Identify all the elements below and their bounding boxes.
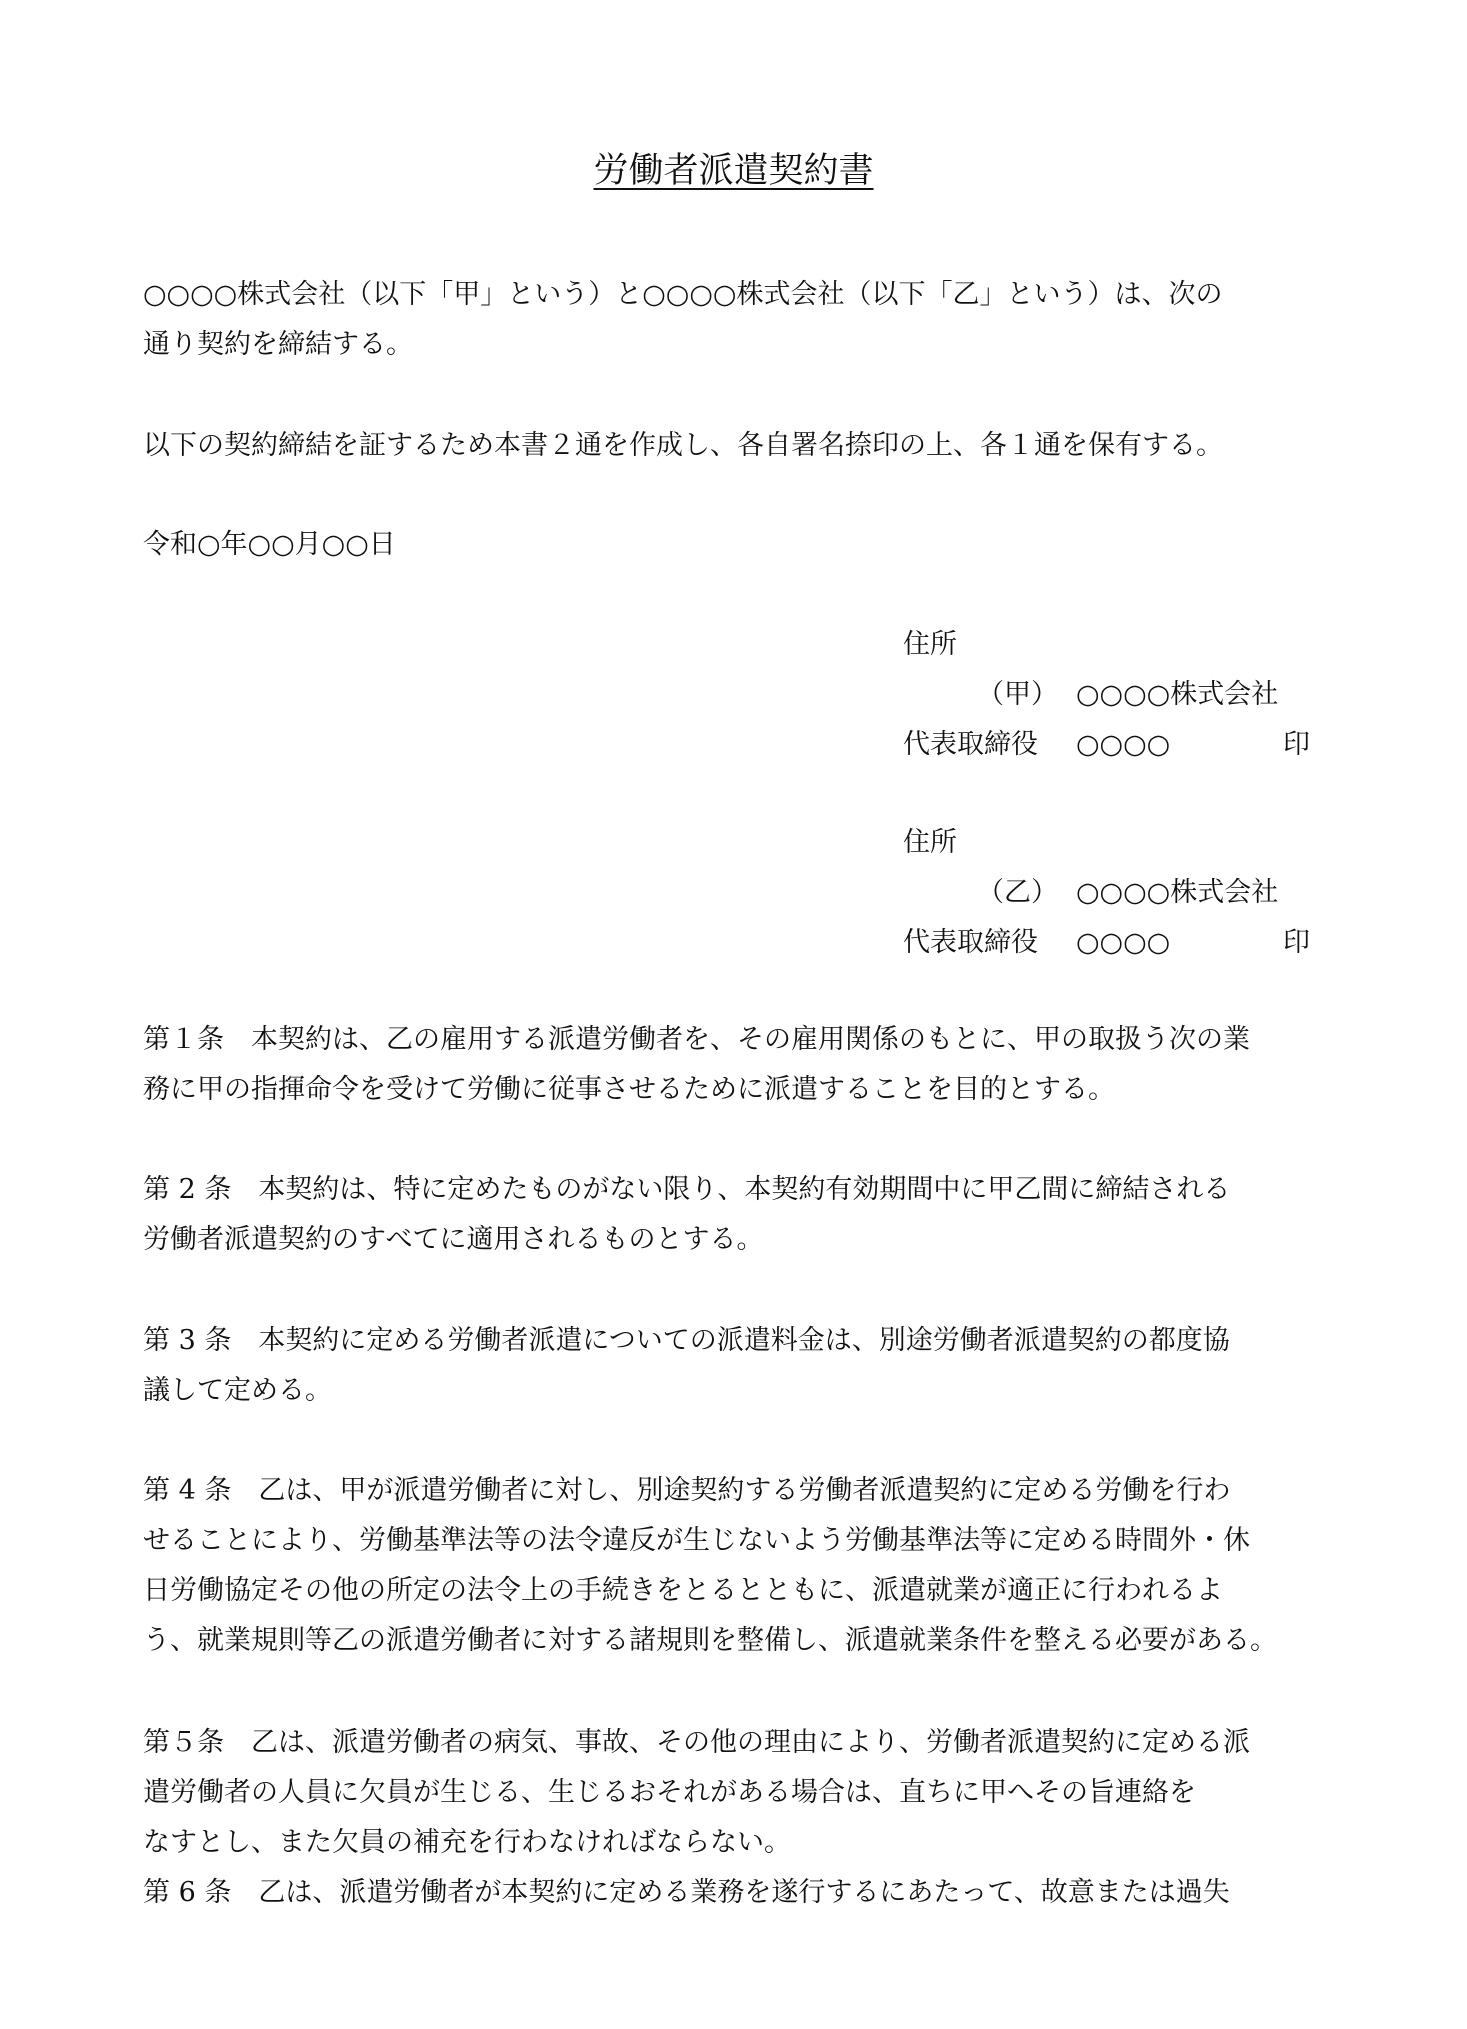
article-line: 第５条 乙は、派遣労働者の病気、事故、その他の理由により、労働者派遣契約に定める派 xyxy=(143,1727,1250,1758)
article-line: う、就業規則等乙の派遣労働者に対する諸規則を整備し、派遣就業条件を整える必要がある。 xyxy=(143,1625,1277,1656)
company-row xyxy=(903,868,1323,918)
address-label: 住所 xyxy=(903,629,957,660)
article-line: 議して定める。 xyxy=(143,1375,332,1406)
article-2 xyxy=(143,1165,1333,1265)
intro-paragraph xyxy=(143,270,1333,370)
article-line: なすとし、また欠員の補充を行わなければならない。 xyxy=(143,1827,791,1858)
article-4 xyxy=(143,1466,1333,1666)
intro-line: 通り契約を締結する。 xyxy=(143,329,413,360)
company-row xyxy=(903,670,1323,720)
article-line: 日労働協定その他の所定の法令上の手続きをとるとともに、派遣就業が適正に行われるよ xyxy=(143,1575,1223,1606)
article-line: 第 6 条 乙は、派遣労働者が本契約に定める業務を遂行するにあたって、故意または過失 xyxy=(143,1877,1230,1908)
party-label: （甲） xyxy=(977,679,1058,710)
witness-line: 以下の契約締結を証するため本書２通を作成し、各自署名捺印の上、各１通を保有する。 xyxy=(143,430,1223,461)
representative-label: 代表取締役 xyxy=(903,729,1038,760)
signature-block-party-b xyxy=(903,818,1323,968)
seal-mark: 印 xyxy=(1283,729,1310,760)
company-name: ○○○○株式会社 xyxy=(1076,679,1279,710)
article-line: 遣労働者の人員に欠員が生じる、生じるおそれがある場合は、直ちに甲へその旨連絡を xyxy=(143,1777,1196,1808)
article-line: 第 3 条 本契約に定める労働者派遣についての派遣料金は、別途労働者派遣契約の都度協 xyxy=(143,1325,1230,1356)
article-line: 労働者派遣契約のすべてに適用されるものとする。 xyxy=(143,1224,764,1255)
date-line: 令和○年○○月○○日 xyxy=(143,529,396,560)
article-6 xyxy=(143,1868,1333,1918)
article-1 xyxy=(143,1015,1333,1115)
article-line: せることにより、労働基準法等の法令違反が生じないよう労働基準法等に定める時間外・休 xyxy=(143,1525,1250,1556)
representative-row xyxy=(903,720,1323,770)
article-line: 第 2 条 本契約は、特に定めたものがない限り、本契約有効期間中に甲乙間に締結される xyxy=(143,1174,1231,1205)
article-line: 務に甲の指揮命令を受けて労働に従事させるために派遣することを目的とする。 xyxy=(143,1074,1115,1105)
document-title-text: 労働者派遣契約書 xyxy=(593,151,874,191)
article-3 xyxy=(143,1316,1333,1416)
signature-block-party-a xyxy=(903,620,1323,770)
representative-name: ○○○○ xyxy=(1076,927,1171,958)
representative-label: 代表取締役 xyxy=(903,927,1038,958)
representative-row xyxy=(903,918,1323,968)
intro-line: ○○○○株式会社（以下「甲」という）と○○○○株式会社（以下「乙」という）は、次の xyxy=(143,279,1223,310)
address-row xyxy=(903,818,1323,868)
address-row xyxy=(903,620,1323,670)
witness-paragraph xyxy=(143,421,1333,471)
representative-name: ○○○○ xyxy=(1076,729,1171,760)
company-name: ○○○○株式会社 xyxy=(1076,877,1279,908)
document-title xyxy=(0,148,1467,194)
party-label: （乙） xyxy=(977,877,1058,908)
article-line: 第１条 本契約は、乙の雇用する派遣労働者を、その雇用関係のもとに、甲の取扱う次の業 xyxy=(143,1024,1250,1055)
article-5 xyxy=(143,1718,1333,1868)
article-line: 第 4 条 乙は、甲が派遣労働者に対し、別途契約する労働者派遣契約に定める労働を行わ xyxy=(143,1475,1231,1506)
contract-date xyxy=(143,520,1333,570)
seal-mark: 印 xyxy=(1283,927,1310,958)
address-label: 住所 xyxy=(903,827,957,858)
